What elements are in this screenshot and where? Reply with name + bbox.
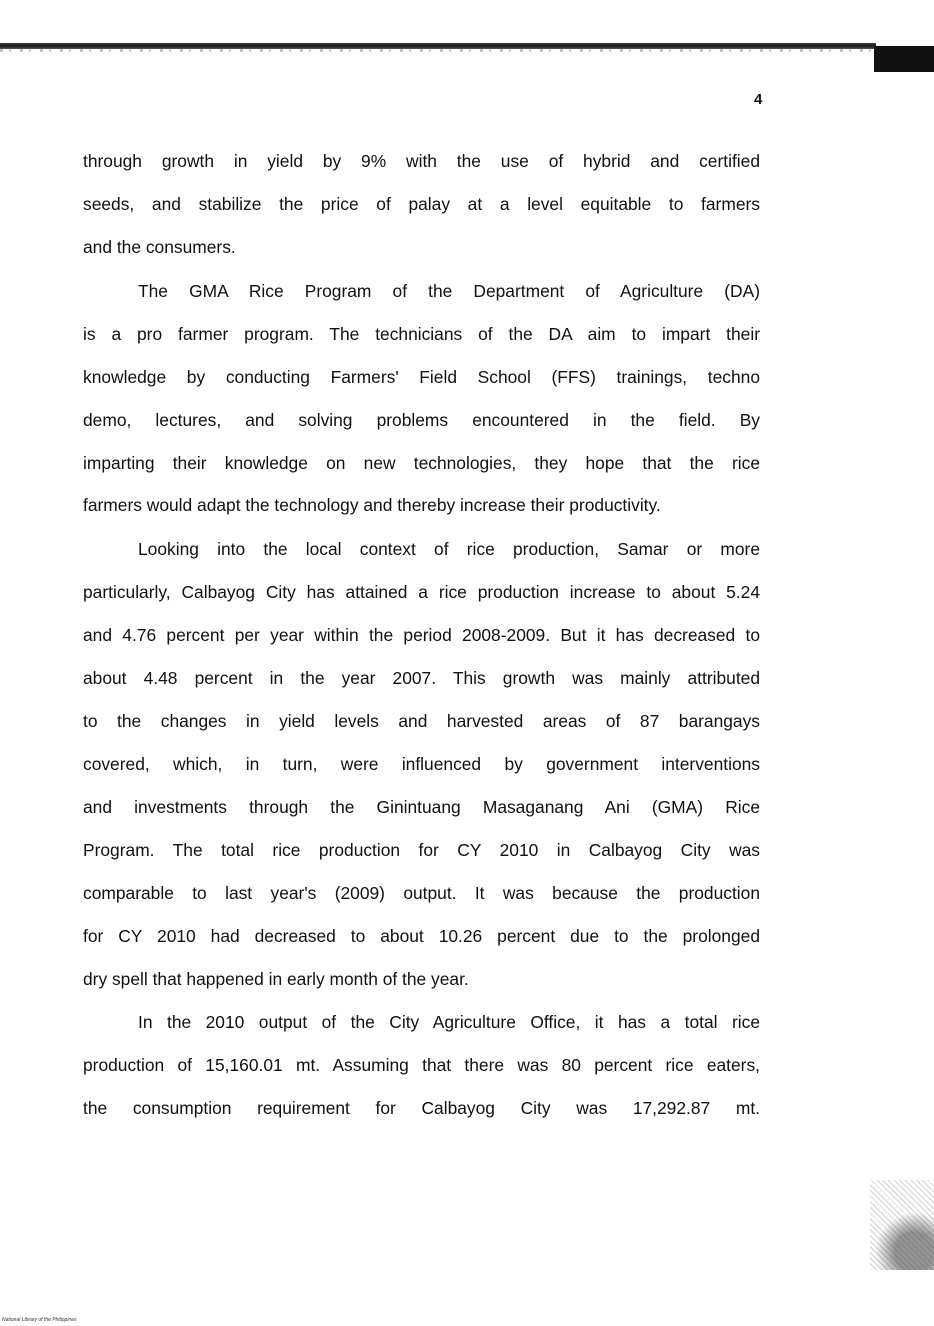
text-line: the consumption requirement for Calbayog City was 17,292.87 mt.	[83, 1098, 760, 1118]
text-line: for CY 2010 had decreased to about 10.26 percent due to the prolonged	[83, 926, 760, 946]
text-line: production of 15,160.01 mt. Assuming that there was 80 percent rice eaters,	[83, 1055, 760, 1075]
text-line: about 4.48 percent in the year 2007. This growth was mainly attributed	[83, 668, 760, 688]
text-line: covered, which, in turn, were influenced by government interventions	[83, 754, 760, 774]
text-line: knowledge by conducting Farmers' Field School (FFS) trainings, techno	[83, 367, 760, 387]
text-line: Program. The total rice production for CY 2010 in Calbayog City was	[83, 840, 760, 860]
text-line: imparting their knowledge on new technologies, they hope that the rice	[83, 453, 760, 473]
scan-corner-block	[874, 46, 934, 72]
text-line: through growth in yield by 9% with the use of hybrid and certified	[83, 151, 760, 171]
paragraph-first-line: The GMA Rice Program of the Department of Agriculture (DA)	[138, 281, 760, 301]
text-line: farmers would adapt the technology and thereby increase their productivity.	[83, 495, 661, 515]
text-line: demo, lectures, and solving problems encountered in the field. By	[83, 410, 760, 430]
text-line: comparable to last year's (2009) output. It was because the production	[83, 883, 760, 903]
paragraph-first-line: Looking into the local context of rice production, Samar or more	[138, 539, 760, 559]
text-line: seeds, and stabilize the price of palay at a level equitable to farmers	[83, 194, 760, 214]
text-line: to the changes in yield levels and harvested areas of 87 barangays	[83, 711, 760, 731]
text-line: and 4.76 percent per year within the period 2008-2009. But it has decreased to	[83, 625, 760, 645]
library-footer: National Library of the Philippines	[2, 1317, 77, 1323]
text-line: is a pro farmer program. The technicians of the DA aim to impart their	[83, 324, 760, 344]
text-line: particularly, Calbayog City has attained a rice production increase to about 5.24	[83, 582, 760, 602]
page-number: 4	[754, 91, 763, 108]
text-line: dry spell that happened in early month of the year.	[83, 969, 469, 989]
scan-top-noise	[0, 49, 876, 52]
paragraph-first-line: In the 2010 output of the City Agriculture Office, it has a total rice	[138, 1012, 760, 1032]
text-line: and investments through the Ginintuang Masaganang Ani (GMA) Rice	[83, 797, 760, 817]
scan-corner-smudge	[870, 1180, 934, 1270]
text-line: and the consumers.	[83, 237, 236, 257]
